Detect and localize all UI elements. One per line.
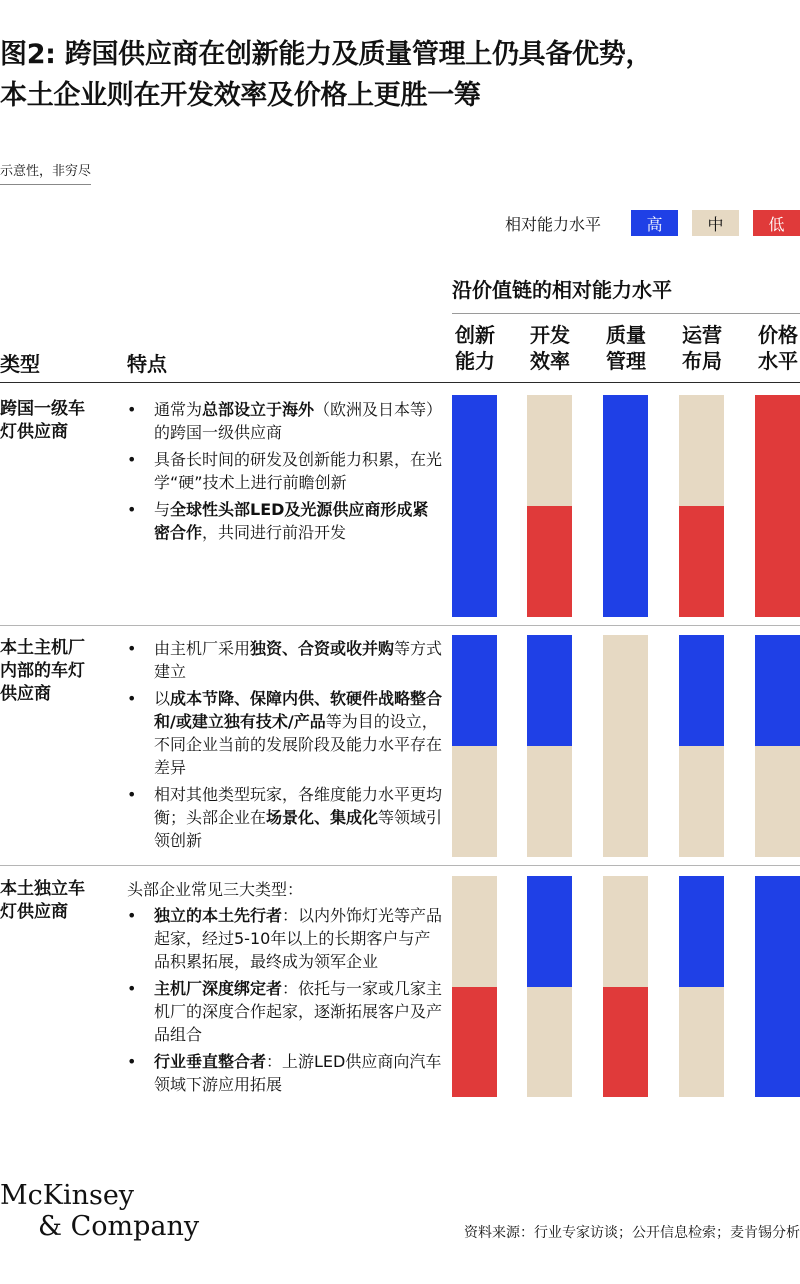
column-header-line: 质量 <box>606 323 646 347</box>
row-type-line: 灯供应商 <box>0 902 68 922</box>
level-bar-r3-c2-seg1 <box>527 876 572 987</box>
feature-text: ，共同进行前沿开发 <box>202 523 347 542</box>
header-features: 特点 <box>127 352 167 376</box>
row-type-line: 跨国一级车 <box>0 399 85 419</box>
level-bar-r2-c2-seg1 <box>527 635 572 746</box>
level-bar-r3-c1-seg1 <box>452 876 497 987</box>
feature-text: 以 <box>154 689 171 708</box>
feature-bullet-item <box>127 977 443 1046</box>
header-type: 类型 <box>0 352 40 376</box>
column-header-line: 价格 <box>758 323 798 347</box>
row-divider-2 <box>0 865 800 866</box>
legend-swatch-medium: 中 <box>692 210 739 236</box>
level-bar-r2-c1-seg2 <box>452 746 497 857</box>
column-header-line: 能力 <box>455 349 495 373</box>
level-bar-r2-c1-seg1 <box>452 635 497 746</box>
feature-bullet-item <box>127 904 443 973</box>
column-header-line: 效率 <box>530 349 570 373</box>
feature-text: ：以内外饰灯光等产品起家，经过5-10年以上的长期客户与产品积累拓展，最终成为领军企业 <box>154 906 443 971</box>
title-line-1: 图2: 跨国供应商在创新能力及质量管理上仍具备优势， <box>0 39 653 70</box>
illustrative-note: 示意性，非穷尽 <box>0 163 91 185</box>
level-bar-r2-c5-seg2 <box>755 746 800 857</box>
feature-text-bold: 成本节降、保障内供、软硬件战略整合和/或建立独有技术/产品 <box>154 689 443 731</box>
feature-text: 等领域引领创新 <box>154 808 443 850</box>
feature-text-bold: 独资、合资或收并购 <box>250 639 395 658</box>
legend-label: 相对能力水平 <box>504 214 601 234</box>
bullet-icon: • <box>127 639 137 658</box>
level-bar-r1-c1-seg1 <box>452 395 497 617</box>
column-header-line: 运营 <box>682 323 722 347</box>
feature-text-bold: 总部设立于海外 <box>202 400 315 419</box>
column-header-line: 水平 <box>758 349 798 373</box>
header-divider <box>0 382 800 383</box>
feature-text: 等为目的设立，不同企业当前的发展阶段及能力水平存在差异 <box>154 712 443 777</box>
row-type-line: 本土独立车 <box>0 879 85 899</box>
feature-text-bold: 主机厂深度绑定者 <box>154 979 283 998</box>
feature-text: 具备长时间的研发及创新能力积累，在光学“硬”技术上进行前瞻创新 <box>154 450 443 492</box>
level-bar-r1-c2-seg2 <box>527 506 572 617</box>
column-header-line: 创新 <box>455 323 495 347</box>
level-bar-r3-c4-seg1 <box>679 876 724 987</box>
feature-bullet-item <box>127 1050 443 1096</box>
value-chain-rule <box>452 313 800 314</box>
feature-bullet-item <box>127 498 443 544</box>
level-bar-r2-c4-seg2 <box>679 746 724 857</box>
row-type-line: 内部的车灯 <box>0 661 85 681</box>
feature-text: （欧洲及日本等）的跨国一级供应商 <box>154 400 443 442</box>
feature-text-bold: 独立的本土先行者 <box>154 906 283 925</box>
row-features-2 <box>127 637 443 856</box>
row-features-3 <box>127 878 443 1100</box>
column-header-line: 开发 <box>530 323 570 347</box>
legend <box>505 210 800 236</box>
feature-text: 通常为 <box>154 400 203 419</box>
feature-bullet-item <box>127 448 443 494</box>
features-intro: 头部企业常见三大类型： <box>127 880 304 899</box>
row-type-line: 本土主机厂 <box>0 638 85 658</box>
feature-text: ：上游LED供应商向汽车领域下游应用拓展 <box>154 1052 442 1094</box>
row-type-2 <box>0 637 112 706</box>
column-header-5 <box>754 322 800 374</box>
chart-title <box>0 34 800 116</box>
feature-text-bold: 行业垂直整合者 <box>154 1052 267 1071</box>
row-type-line: 灯供应商 <box>0 422 68 442</box>
row-type-3 <box>0 878 112 924</box>
level-bar-r1-c4-seg1 <box>679 395 724 506</box>
feature-bullet-item <box>127 783 443 852</box>
bullet-icon: • <box>127 450 137 469</box>
column-header-line: 布局 <box>682 349 722 373</box>
mckinsey-logo <box>0 1180 199 1242</box>
level-bar-r3-c4-seg2 <box>679 987 724 1098</box>
column-header-1 <box>451 322 499 374</box>
level-bar-r1-c4-seg2 <box>679 506 724 617</box>
legend-swatch-high: 高 <box>631 210 678 236</box>
feature-bullet-item <box>127 637 443 683</box>
value-chain-title: 沿价值链的相对能力水平 <box>452 278 672 302</box>
row-type-line: 供应商 <box>0 684 51 704</box>
feature-text: 等方式建立 <box>154 639 443 681</box>
feature-text: 与 <box>154 500 171 519</box>
bullet-icon: • <box>127 979 137 998</box>
column-header-4 <box>678 322 726 374</box>
level-bar-r2-c4-seg1 <box>679 635 724 746</box>
column-header-3 <box>602 322 650 374</box>
bullet-icon: • <box>127 1052 137 1071</box>
feature-text: 由主机厂采用 <box>154 639 251 658</box>
bullet-icon: • <box>127 500 137 519</box>
title-line-2: 本土企业则在开发效率及价格上更胜一筹 <box>0 80 481 111</box>
level-bar-r2-c3-seg1 <box>603 635 648 857</box>
level-bar-r1-c2-seg1 <box>527 395 572 506</box>
level-bar-r2-c5-seg1 <box>755 635 800 746</box>
feature-text-bold: 场景化、集成化 <box>266 808 379 827</box>
logo-line-2: & Company <box>38 1211 200 1242</box>
column-header-line: 管理 <box>606 349 646 373</box>
logo-line-1: McKinsey <box>0 1180 135 1211</box>
level-bar-r3-c3-seg1 <box>603 876 648 987</box>
bullet-icon: • <box>127 906 137 925</box>
row-features-1 <box>127 398 443 548</box>
bullet-icon: • <box>127 785 137 804</box>
feature-text: 相对其他类型玩家，各维度能力水平更均衡；头部企业在 <box>154 785 443 827</box>
row-divider-1 <box>0 625 800 626</box>
level-bar-r3-c5-seg1 <box>755 876 800 1097</box>
column-header-2 <box>526 322 574 374</box>
feature-text: ：依托与一家或几家主机厂的深度合作起家，逐渐拓展客户及产品组合 <box>154 979 443 1044</box>
level-bar-r2-c2-seg2 <box>527 746 572 857</box>
legend-swatch-low: 低 <box>753 210 800 236</box>
bullet-icon: • <box>127 400 137 419</box>
level-bar-r1-c3-seg1 <box>603 395 648 617</box>
feature-bullet-item <box>127 398 443 444</box>
bullet-icon: • <box>127 689 137 708</box>
level-bar-r3-c1-seg2 <box>452 987 497 1098</box>
level-bar-r3-c2-seg2 <box>527 987 572 1098</box>
level-bar-r3-c3-seg2 <box>603 987 648 1098</box>
row-type-1 <box>0 398 112 444</box>
feature-text-bold: 全球性头部LED及光源供应商形成紧密合作 <box>154 500 429 542</box>
level-bar-r1-c5-seg1 <box>755 395 800 617</box>
source-note: 资料来源：行业专家访谈；公开信息检索；麦肯锡分析 <box>464 1225 800 1241</box>
feature-bullet-item <box>127 687 443 779</box>
